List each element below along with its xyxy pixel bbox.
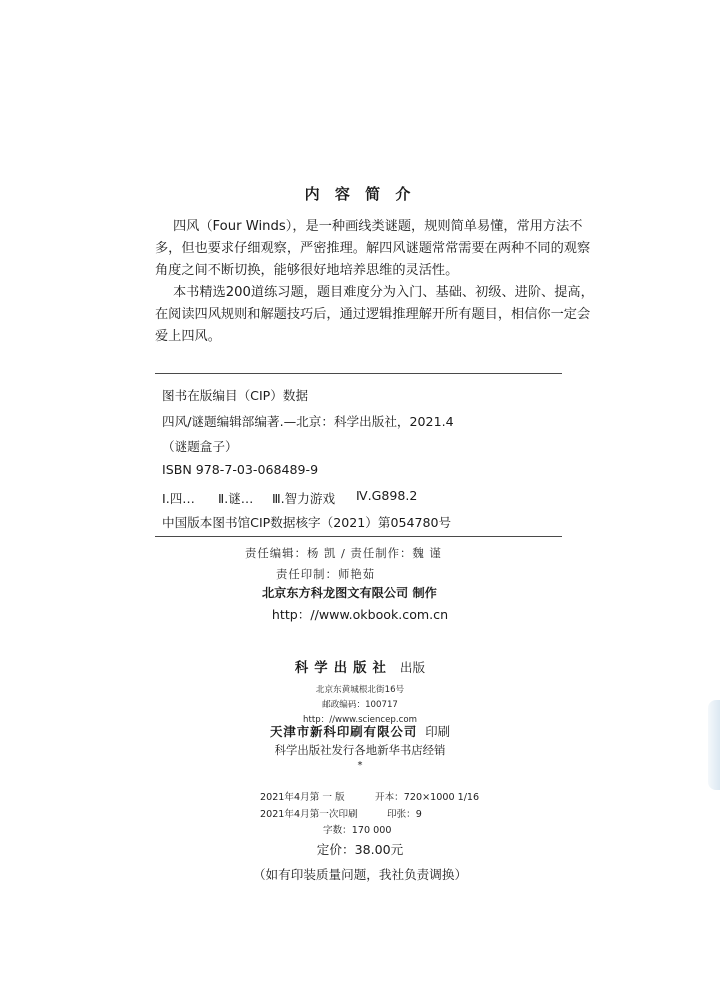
intro-paragraph-1-line-3: 角度之间不断切换，能够很好地培养思维的灵活性。 (155, 263, 459, 278)
cip-isbn: ISBN 978-7-03-068489-9 (162, 462, 319, 477)
edition-date: 2021年4月第 一 版 (260, 792, 345, 803)
printed-sheets: 印张：9 (387, 809, 422, 820)
cip-bottom-rule (155, 536, 562, 537)
book-format: 开本：720×1000 1/16 (375, 792, 480, 803)
intro-title: 内 容 简 介 (304, 185, 416, 203)
cip-book-line: 四风/谜题编辑部编著.—北京：科学出版社，2021.4 (162, 414, 454, 429)
word-count: 字数：170 000 (323, 825, 392, 836)
responsible-printer: 责任印制：师艳茹 (276, 567, 376, 581)
intro-paragraph-2-line-1: 本书精选200道练习题，题目难度分为入门、基础、初级、进阶、提高， (173, 285, 594, 300)
publisher-suffix: 出版 (399, 660, 426, 675)
cip-classification: Ⅱ.谜… (218, 491, 254, 506)
impression-date: 2021年4月第一次印刷 (260, 809, 358, 820)
print-house-line (0, 722, 720, 740)
quality-notice: （如有印装质量问题，我社负责调换） (252, 867, 468, 882)
publisher-name: 科学出版社 (294, 660, 392, 676)
cip-classification: Ⅰ.四… (162, 491, 195, 506)
intro-paragraph-2-line-3: 爱上四风。 (155, 329, 221, 344)
intro-paragraph-1-line-2: 多，但也要求仔细观察，严密推理。解四风谜题常常需要在两种不同的观察 (155, 241, 591, 256)
publisher-line (0, 657, 720, 676)
publisher-postcode: 邮政编码：100717 (322, 700, 398, 710)
publisher-address: 北京东黄城根北街16号 (315, 685, 405, 695)
producer-url: http：//www.okbook.com.cn (271, 607, 449, 622)
intro-paragraph-2-line-2: 在阅读四风规则和解题技巧后，通过逻辑推理解开所有题目，相信你一定会 (155, 307, 591, 322)
print-house-suffix: 印刷 (425, 724, 451, 739)
distributor-line: 科学出版社发行各地新华书店经销 (274, 743, 446, 757)
cip-top-rule (155, 373, 562, 374)
print-house-name: 天津市新科印刷有限公司 (269, 724, 418, 739)
cip-title: 图书在版编目（CIP）数据 (162, 388, 309, 403)
publisher-url: http：//www.sciencep.com (303, 715, 417, 725)
intro-paragraph-1-line-1: 四风（Four Winds），是一种画线类谜题，规则简单易懂，常用方法不 (173, 219, 583, 234)
cip-series-line: （谜题盒子） (162, 439, 238, 454)
price: 定价：38.00元 (316, 842, 404, 857)
cip-classification: Ⅳ.G898.2 (356, 488, 418, 503)
cip-classification: Ⅲ.智力游戏 (272, 491, 336, 506)
responsible-editors: 责任编辑：杨 凯 / 责任制作：魏 谨 (245, 546, 442, 560)
cip-approval-number: 中国版本图书馆CIP数据核字（2021）第054780号 (162, 515, 452, 530)
producer-line: 北京东方科龙图文有限公司 制作 (262, 586, 437, 600)
separator-star: * (357, 760, 363, 771)
